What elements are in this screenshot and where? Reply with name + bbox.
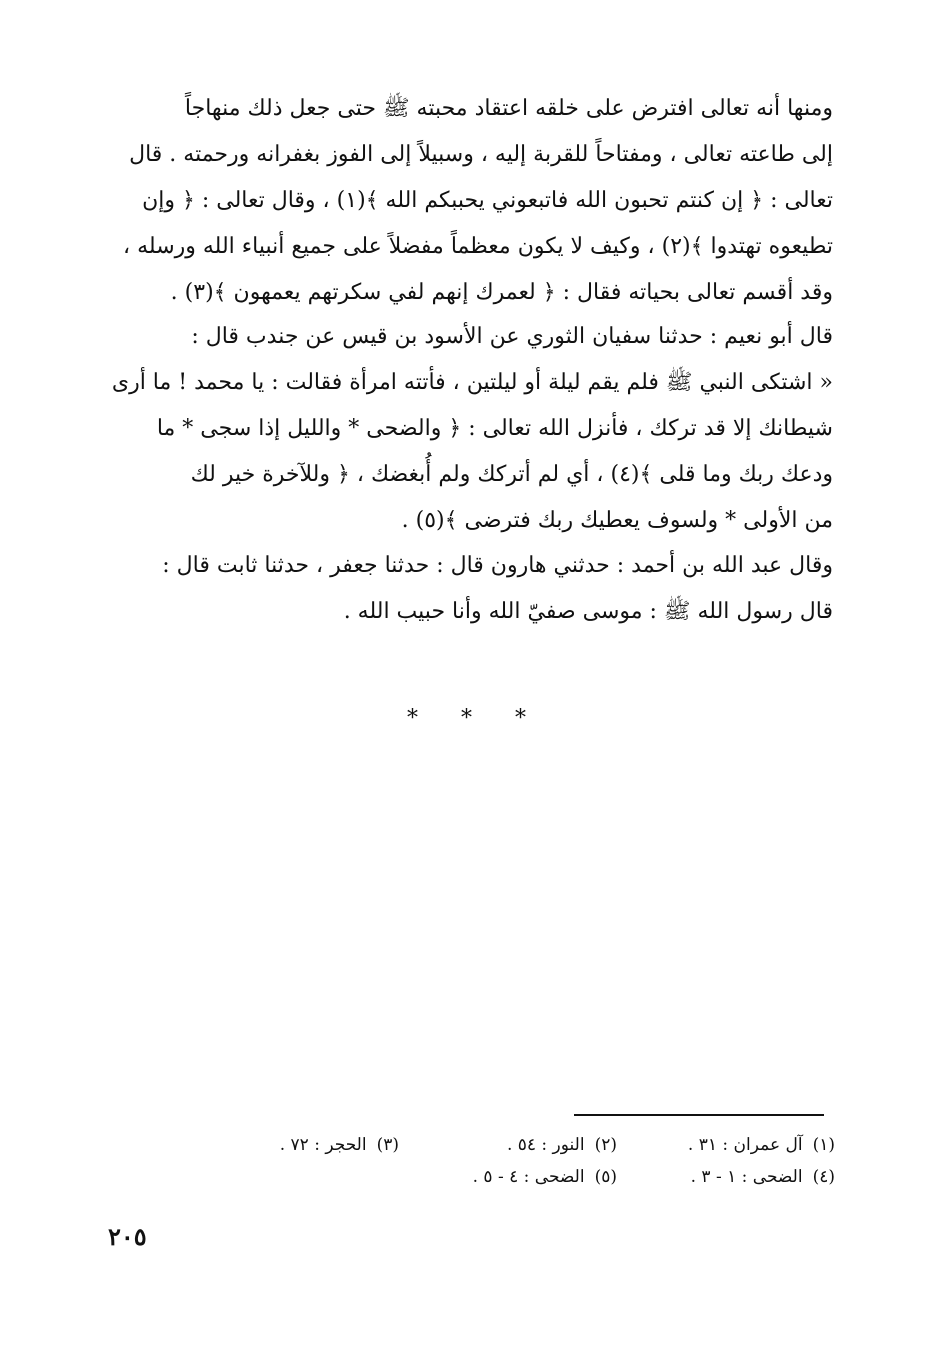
footnote-number: (٤) bbox=[812, 1167, 835, 1187]
footnote-number: (٥) bbox=[594, 1167, 617, 1187]
paragraph-line: وقال عبد الله بن أحمد : حدثني هارون قال : حدثنا جعفر ، حدثنا ثابت قال : bbox=[162, 553, 833, 578]
footnote bbox=[617, 1130, 835, 1160]
paragraph-line: قال رسول الله ﷺ : موسى صفيّ الله وأنا حبيب الله . bbox=[343, 599, 833, 624]
footnote-number: (٢) bbox=[594, 1135, 617, 1155]
footnote-text: الحجر : ٧٢ . bbox=[279, 1135, 367, 1155]
paragraph-line: تعالى : ﴿ إن كنتم تحبون الله فاتبعوني يحببكم الله ﴾(١) ، وقال تعالى : ﴿ وإن bbox=[142, 188, 833, 213]
footnote-divider bbox=[574, 1114, 824, 1116]
footnote-text: الضحى : ٤ - ٥ . bbox=[472, 1167, 585, 1187]
paragraph-line: قال أبو نعيم : حدثنا سفيان الثوري عن الأسود بن قيس عن جندب قال : bbox=[191, 324, 833, 349]
footnote-text: الضحى : ١ - ٣ . bbox=[690, 1167, 803, 1187]
paragraph-line: وقد أقسم تعالى بحياته فقال : ﴿ لعمرك إنهم لفي سكرتهم يعمهون ﴾(٣) . bbox=[170, 280, 833, 305]
paragraph-line: « اشتكى النبي ﷺ فلم يقم ليلة أو ليلتين ، فأتته امرأة فقالت : يا محمد ! ما أرى bbox=[111, 370, 833, 395]
paragraph-line: ودعك ربك وما قلى ﴾(٤) ، أي لم أتركك ولم أُبغضك ، ﴿ وللآخرة خير لك bbox=[190, 462, 833, 487]
paragraph-3 bbox=[108, 543, 833, 635]
footnote-text: آل عمران : ٣١ . bbox=[687, 1135, 803, 1155]
footnote bbox=[399, 1162, 617, 1192]
footnote-text: النور : ٥٤ . bbox=[506, 1135, 585, 1155]
footnote bbox=[181, 1130, 399, 1160]
paragraph-line: ومنها أنه تعالى افترض على خلقه اعتقاد محبته ﷺ حتى جعل ذلك منهاجاً bbox=[184, 96, 833, 121]
footnote-number: (١) bbox=[812, 1135, 835, 1155]
paragraph-1 bbox=[108, 86, 833, 316]
section-separator: * * * bbox=[407, 706, 544, 731]
footnote-row bbox=[180, 1162, 835, 1202]
paragraph-2 bbox=[108, 314, 833, 544]
footnote bbox=[617, 1162, 835, 1192]
footnote bbox=[399, 1130, 617, 1160]
paragraph-line: إلى طاعته تعالى ، ومفتاحاً للقربة إليه ، وسبيلاً إلى الفوز بغفرانه ورحمته . قال bbox=[129, 142, 833, 167]
footnote-number: (٣) bbox=[376, 1135, 399, 1155]
page-number: ٢٠٥ bbox=[108, 1222, 147, 1251]
paragraph-line: تطيعوه تهتدوا ﴾(٢) ، وكيف لا يكون معظماً مفضلاً على جميع أنبياء الله ورسله ، bbox=[123, 234, 833, 259]
paragraph-line: شيطانك إلا قد تركك ، فأنزل الله تعالى : ﴿ والضحى * والليل إذا سجى * ما bbox=[156, 416, 833, 441]
paragraph-line: من الأولى * ولسوف يعطيك ربك فترضى ﴾(٥) . bbox=[401, 508, 833, 533]
